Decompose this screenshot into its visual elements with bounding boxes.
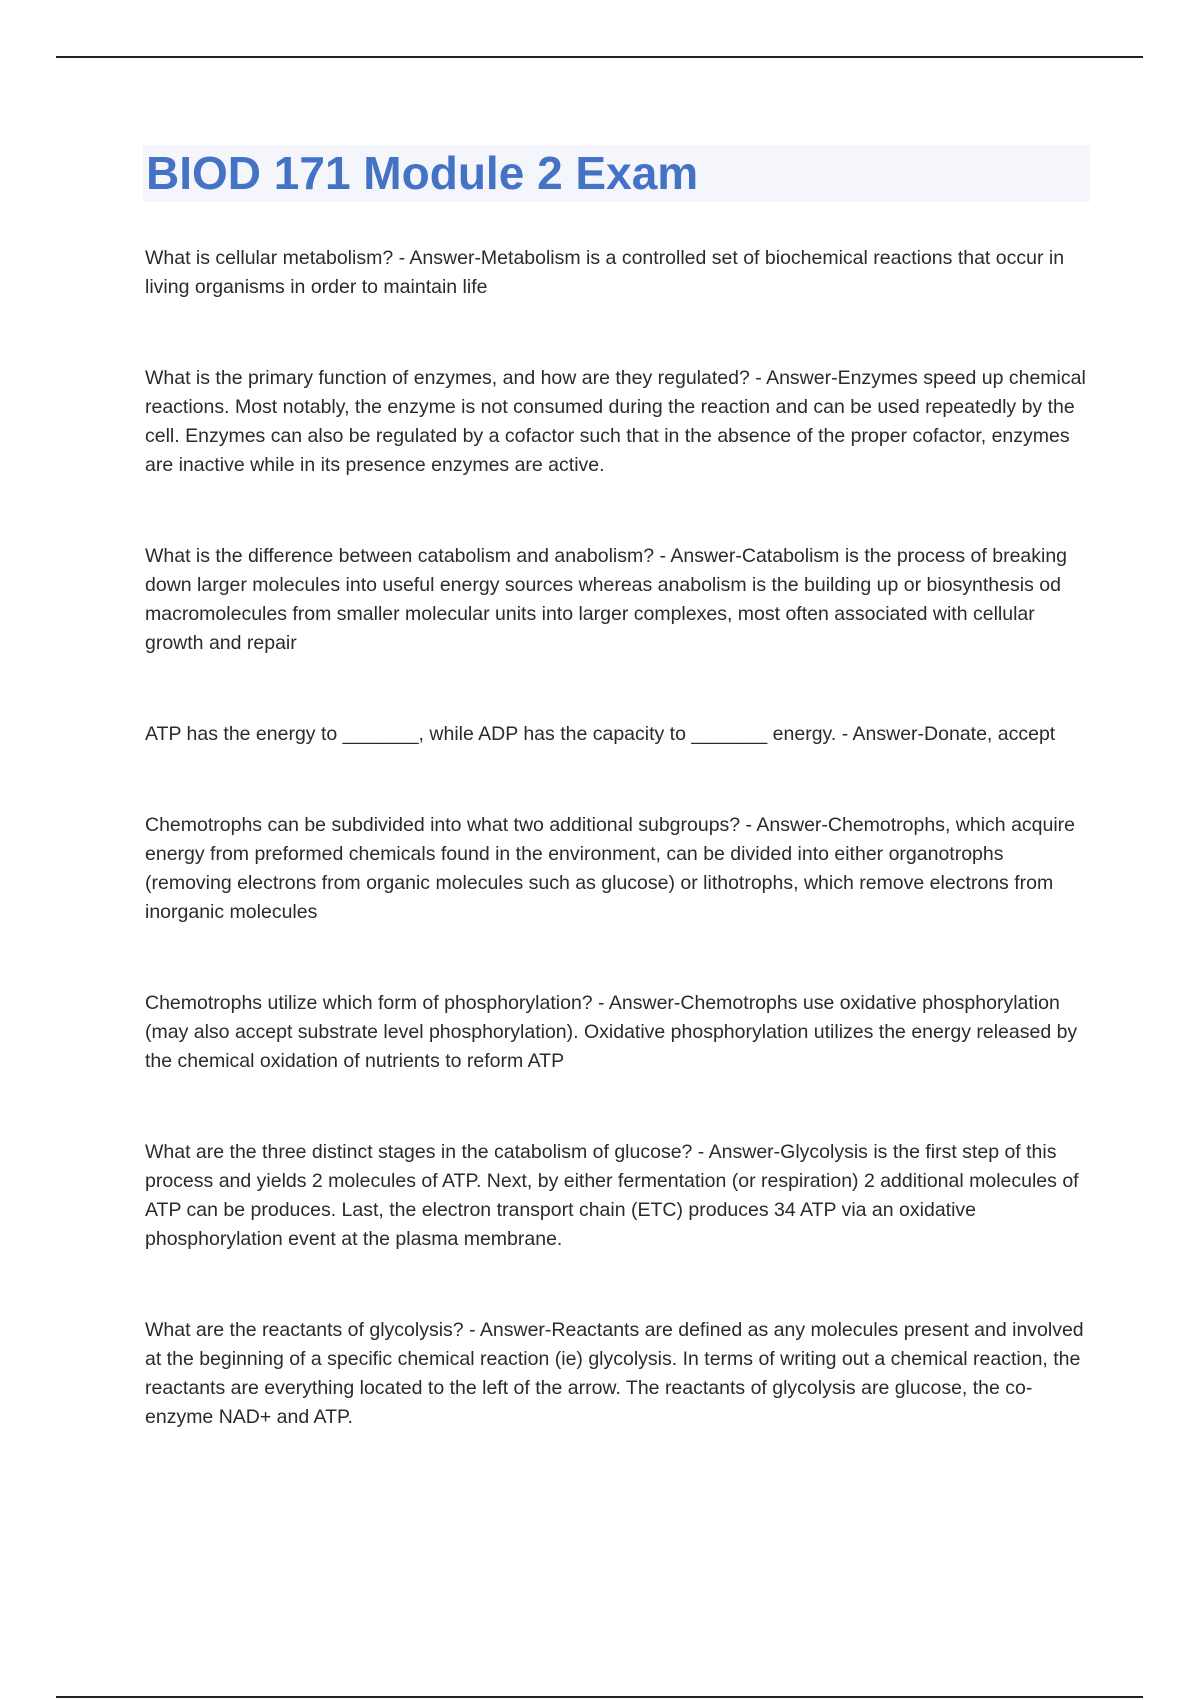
question-answer-list [145,244,1095,1494]
page-bottom-rule [56,1696,1143,1698]
qa-item-glucose-catabolism-stages: What are the three distinct stages in the catabolism of glucose? - Answer-Glycolysis is the first step of this process and yields 2 molecules of ATP. Next, by either fermentation (or respiration) 2 additional molecules of ATP can be produces. Last, the electron transport chain (ETC) produces 34 ATP via an oxidative phosphorylation event at the plasma membrane. [145,1141,1079,1250]
qa-item-glycolysis-reactants: What are the reactants of glycolysis? - Answer-Reactants are defined as any molecules present and involved at the beginning of a specific chemical reaction (ie) glycolysis. In terms of writing out a chemical reaction, the reactants are everything located to the left of the arrow. The reactants of glycolysis are glucose, the co-enzyme NAD+ and ATP. [145,1319,1084,1428]
document-title: BIOD 171 Module 2 Exam [146,147,699,199]
page-top-rule [56,56,1143,58]
qa-item-chemotroph-subgroups: Chemotrophs can be subdivided into what two additional subgroups? - Answer-Chemotrophs, which acquire energy from preformed chemicals found in the environment, can be divided into either organotrophs (removing electrons from organic molecules such as glucose) or lithotrophs, which remove electrons from inorganic molecules [145,814,1076,923]
qa-item-enzymes-function: What is the primary function of enzymes, and how are they regulated? - Answer-Enzymes speed up chemical reactions. Most notably, the enzyme is not consumed during the reaction and can be used repeatedly by the cell. Enzymes can also be regulated by a cofactor such that in the absence of the proper cofactor, enzymes are inactive while in its presence enzymes are active. [145,367,1086,476]
qa-item-atp-adp: ATP has the energy to _______, while ADP has the capacity to _______ energy. - Answer-Donate, accept [145,723,1056,745]
qa-item-cellular-metabolism: What is cellular metabolism? - Answer-Metabolism is a controlled set of biochemical reactions that occur in living organisms in order to maintain life [145,247,1065,298]
qa-item-catabolism-anabolism: What is the difference between catabolism and anabolism? - Answer-Catabolism is the process of breaking down larger molecules into useful energy sources whereas anabolism is the building up or biosynthesis od macromolecules from smaller molecular units into larger complexes, most often associated with cellular growth and repair [145,545,1068,654]
qa-item-chemotroph-phosphorylation: Chemotrophs utilize which form of phosphorylation? - Answer-Chemotrophs use oxidative phosphorylation (may also accept substrate level phosphorylation). Oxidative phosphorylation utilizes the energy released by the chemical oxidation of nutrients to reform ATP [145,992,1078,1072]
